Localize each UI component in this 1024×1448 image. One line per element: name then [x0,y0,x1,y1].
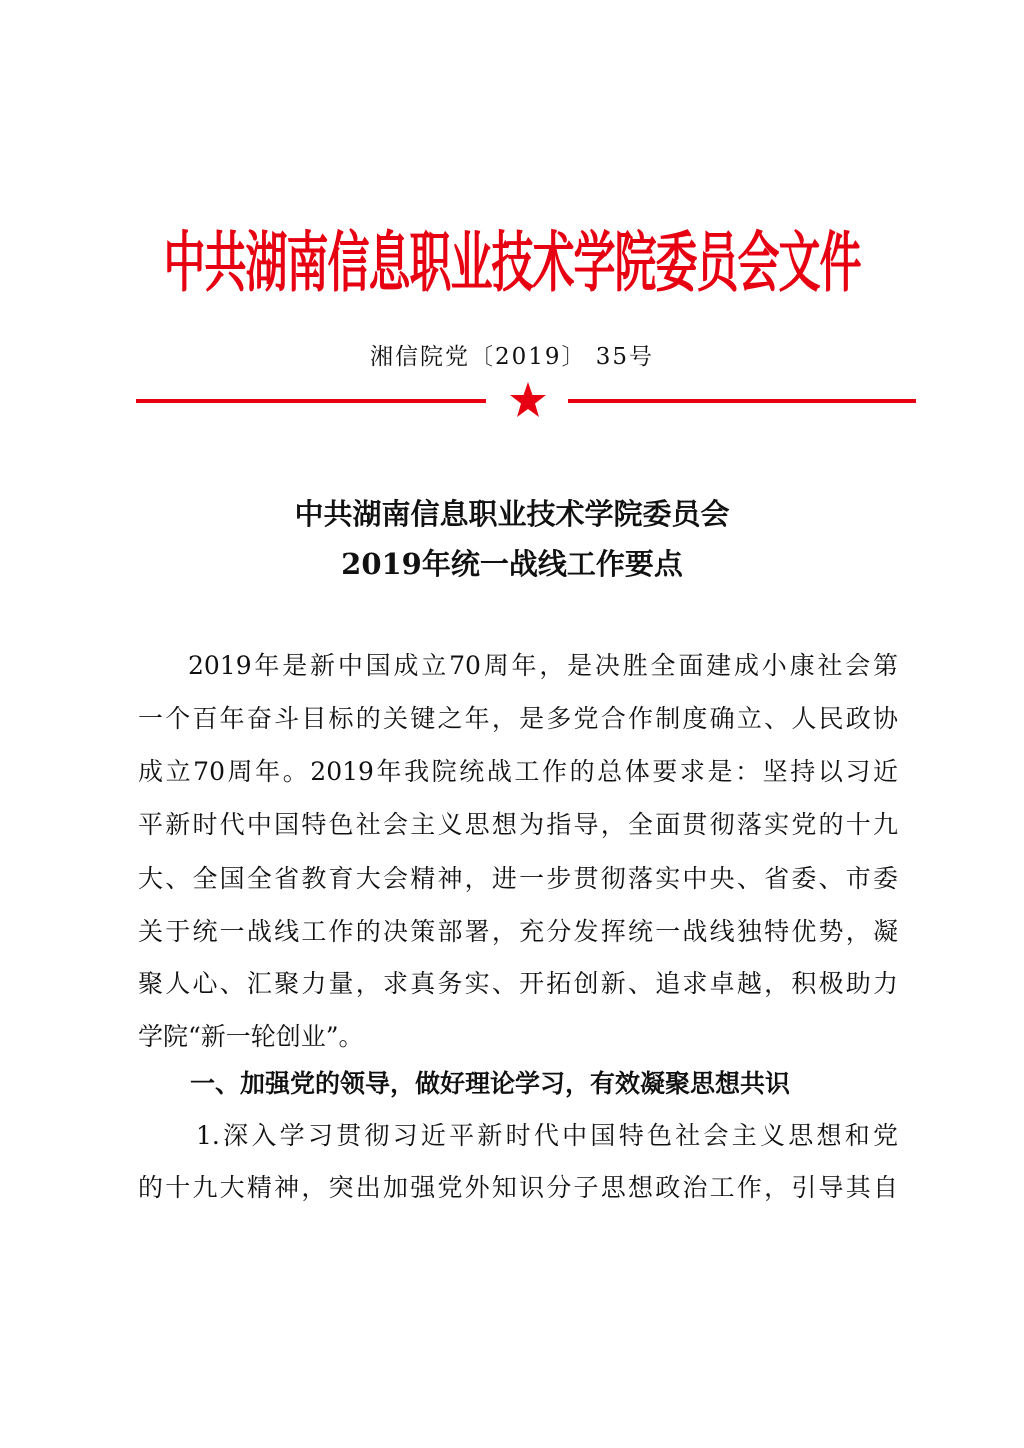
body-line: 关于统一战线工作的决策部署，充分发挥统一战线独特优势，凝 [138,917,898,946]
issuer-header: 中共湖南信息职业技术学院委员会文件 [163,224,861,301]
document-number: 湘信院党〔2019〕 35号 [369,344,655,370]
body-line: 2019年是新中国成立70周年，是决胜全面建成小康社会第 [188,651,898,680]
body-line: 聚人心、汇聚力量，求真务实、开拓创新、追求卓越，积极助力 [138,969,898,998]
body-line: 一个百年奋斗目标的关键之年，是多党合作制度确立、人民政协 [138,704,898,733]
body-line: 的十九大精神，突出加强党外知识分子思想政治工作，引导其自 [138,1173,898,1202]
red-divider-right [568,399,916,403]
document-title-line-1: 中共湖南信息职业技术学院委员会 [294,497,730,531]
body-line: 平新时代中国特色社会主义思想为指导，全面贯彻落实党的十九 [138,810,898,839]
section-heading: 一、加强党的领导，做好理论学习，有效凝聚思想共识 [190,1069,791,1098]
body-line: 成立70周年。2019年我院统战工作的总体要求是：坚持以习近 [138,757,898,786]
body-line: 大、全国全省教育大会精神，进一步贯彻落实中央、省委、市委 [138,864,898,893]
document-title-line-2: 2019年统一战线工作要点 [341,547,683,581]
body-line: 学院“新一轮创业”。 [138,1022,364,1051]
star-icon [508,380,548,420]
body-line: 1.深入学习贯彻习近平新时代中国特色社会主义思想和党 [196,1121,898,1150]
red-divider-left [136,399,486,403]
